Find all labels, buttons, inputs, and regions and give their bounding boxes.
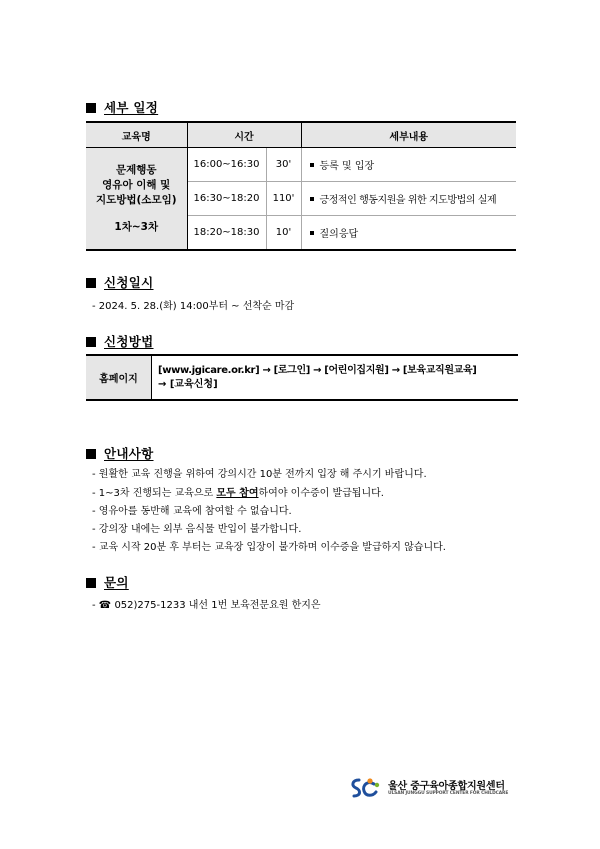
apply-method-value <box>152 355 519 400</box>
section-title-contact: 문의 <box>86 573 129 591</box>
contact-line: - ☎ 052)275-1233 내선 1번 보육전문요원 한지은 <box>92 600 321 611</box>
section-title-schedule: 세부 일정 <box>86 98 158 116</box>
square-bullet-icon <box>86 578 96 588</box>
schedule-table <box>86 121 516 251</box>
emphasis-text: 모두 참여 <box>216 488 259 499</box>
apply-date-text: - 2024. 5. 28.(화) 14:00부터 ~ 선착순 마감 <box>92 301 295 312</box>
notice-item: - 1~3차 진행되는 교육으로 모두 참여하여야 이수증이 발급됩니다. <box>92 488 384 499</box>
telephone-icon: ☎ <box>98 600 112 611</box>
duration-cell: 30' <box>266 148 301 182</box>
time-cell: 16:00~16:30 <box>187 148 266 182</box>
apply-method-table <box>86 354 518 401</box>
apply-method-key: 홈페이지 <box>86 355 152 400</box>
duration-cell: 110' <box>266 182 301 216</box>
course-name-cell: 문제행동 영유아 이해 및 지도방법(소모임) 1차~3차 <box>86 148 187 251</box>
table-row <box>86 355 518 400</box>
notice-item: - 영유아를 동반해 교육에 참여할 수 없습니다. <box>92 506 292 517</box>
bullet-icon <box>310 197 314 201</box>
duration-cell: 10' <box>266 216 301 251</box>
header-course: 교육명 <box>86 122 187 148</box>
bullet-icon <box>310 231 314 235</box>
notice-item: - 원활한 교육 진행을 위하여 강의시간 10분 전까지 입장 해 주시기 바랍니다. <box>92 469 427 480</box>
square-bullet-icon <box>86 103 96 113</box>
center-logo-name: 울산 중구육아종합지원센터 <box>388 781 505 792</box>
detail-cell: 등록 및 입장 <box>301 148 516 182</box>
apply-path-line1: [www.jgicare.or.kr] → [로그인] → [어린이집지원] → [보육교직원교육] <box>158 364 477 376</box>
square-bullet-icon <box>86 449 96 459</box>
header-time: 시간 <box>187 122 301 148</box>
notice-item: - 교육 시작 20분 후 부터는 교육장 입장이 불가하며 이수증을 발급하지 않습니다. <box>92 542 446 553</box>
time-cell: 18:20~18:30 <box>187 216 266 251</box>
center-logo-icon <box>348 776 382 800</box>
center-logo-subtitle: ULSAN JUNGGU SUPPORT CENTER FOR CHILDCARE <box>388 791 509 796</box>
center-logo <box>348 776 508 800</box>
table-header-row <box>86 122 516 148</box>
apply-path-line2: → [교육신청] <box>158 378 218 390</box>
notice-item: - 강의장 내에는 외부 음식물 반입이 불가합니다. <box>92 524 302 535</box>
bullet-icon <box>310 163 314 167</box>
header-detail: 세부내용 <box>301 122 516 148</box>
time-cell: 16:30~18:20 <box>187 182 266 216</box>
detail-cell: 긍정적인 행동지원을 위한 지도방법의 실제 <box>301 182 516 216</box>
table-row <box>86 148 516 182</box>
section-title-notice: 안내사항 <box>86 444 154 462</box>
section-title-method: 신청방법 <box>86 332 154 350</box>
square-bullet-icon <box>86 337 96 347</box>
detail-cell: 질의응답 <box>301 216 516 251</box>
section-title-date: 신청일시 <box>86 273 154 291</box>
square-bullet-icon <box>86 278 96 288</box>
